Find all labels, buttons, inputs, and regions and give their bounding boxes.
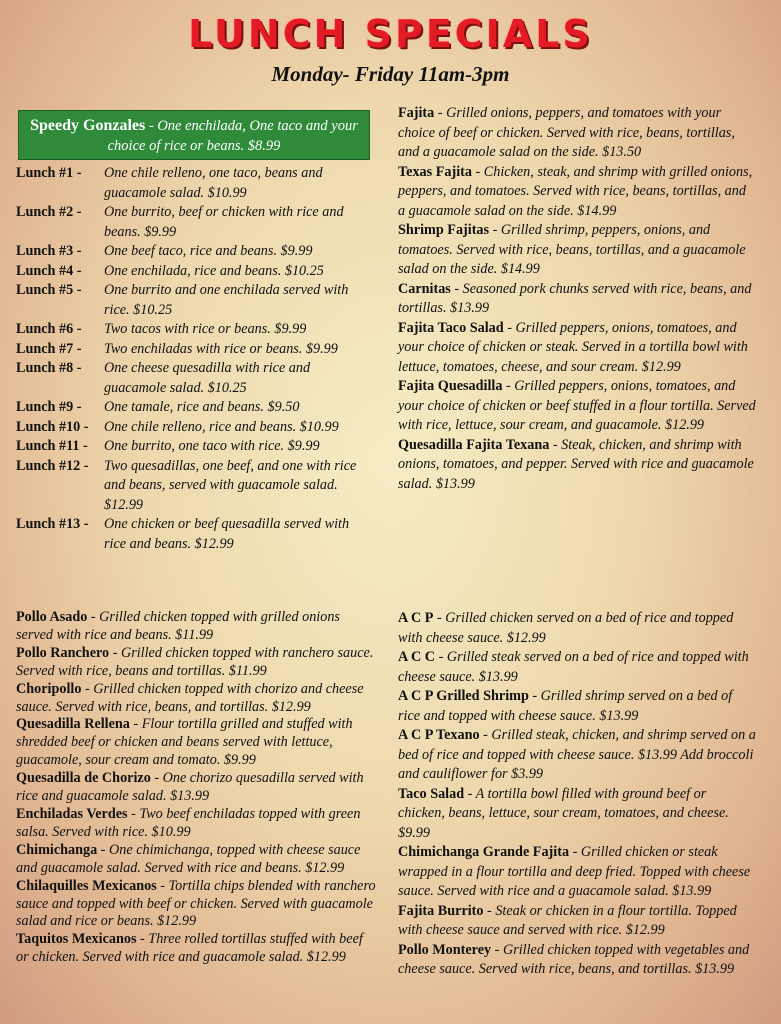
- menu-item: Lunch #9 - One tamale, rice and beans. $9.50: [16, 399, 300, 415]
- menu-item: Carnitas - Seasoned pork chunks served with rice, beans, and tortillas. $13.99: [398, 280, 752, 316]
- menu-item: Lunch #4 - One enchilada, rice and beans. $10.25: [16, 262, 324, 279]
- menu-item: Lunch #2 - One burrito, beef or chicken with rice and beans. $9.99: [16, 204, 344, 240]
- menu-item: Quesadilla Fajita Texana - Steak, chicken, and shrimp with onions, tomatoes, and pepper. Served with rice and guacamole salad. $13.99: [398, 436, 754, 492]
- menu-item: Pollo Monterey - Grilled chicken topped with vegetables and cheese sauce. Served with rice, beans, and tortillas. $13.99: [398, 941, 750, 977]
- menu-item: Fajita Quesadilla - Grilled peppers, onions, tomatoes, and your choice of chicken or beef stuffed in a flour tortilla. Served with rice, lettuce, sour cream, and guacamole. $12.99: [398, 378, 756, 433]
- menu-item: Fajita Taco Salad - Grilled peppers, onions, tomatoes, and your choice of chicken or steak. Served in a tortilla bowl with lettuce, tomatoes, cheese, and sour cream. $12.99: [398, 319, 748, 375]
- menu-item: A C C - Grilled steak served on a bed of rice and topped with cheese sauce. $13.99: [398, 649, 749, 685]
- menu-item: Fajita - Grilled onions, peppers, and tomatoes with your choice of beef or chicken. Served with rice, beans, tortillas, and a guacamole salad on the side. $13.50: [398, 105, 735, 160]
- menu-item: Lunch #12 - Two quesadillas, one beef, and one with rice and beans, served with guacamole salad. $12.99: [16, 457, 357, 513]
- menu-item: Quesadilla Rellena - Flour tortilla grilled and stuffed with shredded beef or chicken and beans served with lettuce, guacamole, sour cream and tomato. $9.99: [16, 716, 353, 769]
- speedy-name: Speedy Gonzales: [30, 117, 146, 134]
- menu-item: Lunch #10 - One chile relleno, rice and beans. $10.99: [16, 418, 339, 435]
- menu-item: Choripollo - Grilled chicken topped with chorizo and cheese sauce. Served with rice, beans, and tortillas. $12.99: [16, 680, 364, 715]
- menu-item: Shrimp Fajitas - Grilled shrimp, peppers, onions, and tomatoes. Served with rice, beans, tortillas, and a guacamole salad on the side. $14.99: [398, 222, 746, 277]
- page-title: LUNCH SPECIALS: [188, 12, 593, 56]
- menu-item: Lunch #13 - One chicken or beef quesadilla served with rice and beans. $12.99: [16, 516, 350, 552]
- menu-item: Lunch #3 - One beef taco, rice and beans. $9.99: [16, 243, 313, 259]
- menu-item: Lunch #11 - One burrito, one taco with rice. $9.99: [16, 438, 320, 454]
- pollo-list: [16, 609, 376, 967]
- lunch-list: [16, 164, 372, 554]
- menu-item: Chilaquilles Mexicanos - Tortilla chips blended with ranchero sauce and topped with beef or chicken. Served with guacamole salad and rice or beans. $12.99: [16, 877, 376, 930]
- menu-item: Taco Salad - A tortilla bowl filled with ground beef or chicken, beans, lettuce, sour cream, tomatoes, and cheese. $9.99: [398, 785, 729, 841]
- acp-list: [398, 609, 756, 980]
- menu-item: Pollo Asado - Grilled chicken topped with grilled onions served with rice and beans. $11.99: [16, 609, 340, 643]
- menu-item: A C P - Grilled chicken served on a bed of rice and topped with cheese sauce. $12.99: [398, 610, 734, 646]
- menu-item: Lunch #1 - One chile relleno, one taco, beans and guacamole salad. $10.99: [16, 165, 323, 201]
- menu-item: Texas Fajita - Chicken, steak, and shrimp with grilled onions, peppers, and tomatoes. Served with rice, beans, tortillas, and a guacamole salad on the side. $14.99: [398, 163, 753, 219]
- menu-item: A C P Texano - Grilled steak, chicken, and shrimp served on a bed of rice and topped with cheese sauce. $13.99 Add broccoli and cauliflower for $3.99: [398, 727, 756, 782]
- menu-item: Enchiladas Verdes - Two beef enchiladas topped with green salsa. Served with rice. $10.99: [16, 805, 361, 840]
- menu-item: Lunch #7 - Two enchiladas with rice or beans. $9.99: [16, 340, 338, 357]
- fajita-list: [398, 104, 756, 494]
- menu-item: Quesadilla de Chorizo - One chorizo quesadilla served with rice and guacamole salad. $13.99: [16, 770, 364, 805]
- menu-item: Pollo Ranchero - Grilled chicken topped with ranchero sauce. Served with rice, beans and tortillas. $11.99: [16, 644, 374, 679]
- hours-subtitle: Monday- Friday 11am-3pm: [271, 62, 510, 86]
- menu-item: Lunch #6 - Two tacos with rice or beans. $9.99: [16, 321, 307, 337]
- menu-item: A C P Grilled Shrimp - Grilled shrimp served on a bed of rice and topped with cheese sauce. $13.99: [398, 688, 733, 724]
- menu-item: Taquitos Mexicanos - Three rolled tortillas stuffed with beef or chicken. Served with rice and guacamole salad. $12.99: [16, 931, 363, 966]
- menu-item: Lunch #8 - One cheese quesadilla with rice and guacamole salad. $10.25: [16, 360, 311, 396]
- speedy-desc: - One enchilada, One taco and your choice of rice or beans. $8.99: [107, 118, 358, 154]
- menu-item: Fajita Burrito - Steak or chicken in a flour tortilla. Topped with cheese sauce and served with rice. $12.99: [398, 902, 737, 938]
- menu-item: Lunch #5 - One burrito and one enchilada served with rice. $10.25: [16, 282, 349, 318]
- speedy-gonzales-box: [18, 110, 370, 160]
- menu-item: Chimichanga - One chimichanga, topped with cheese sauce and guacamole salad. Served with rice and beans. $12.99: [16, 841, 361, 876]
- menu-item: Chimichanga Grande Fajita - Grilled chicken or steak wrapped in a flour tortilla and deep fried. Topped with cheese sauce. Served with rice and a guacamole salad. $13.99: [398, 844, 751, 899]
